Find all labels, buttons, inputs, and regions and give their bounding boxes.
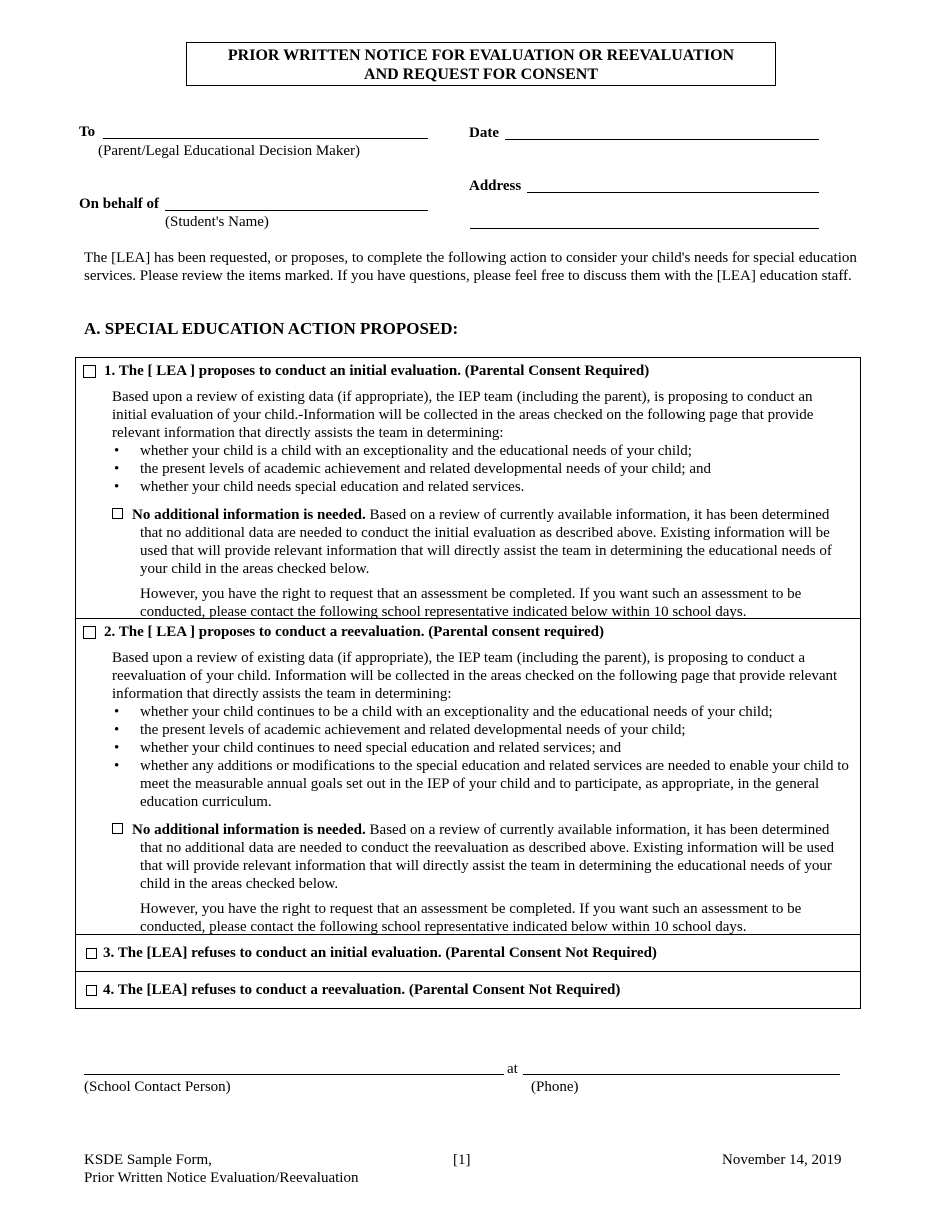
bullet-icon: • <box>114 740 120 756</box>
item-1-bullets <box>112 442 850 496</box>
item-1-title: . The [ LEA ] proposes to conduct an initial evaluation. (Parental Consent Required) <box>111 363 650 379</box>
date-label: Date <box>469 125 499 141</box>
to-field[interactable] <box>103 138 428 139</box>
item-2-title: . The [ LEA ] proposes to conduct a reevaluation. (Parental consent required) <box>111 624 605 640</box>
list-item: • the present levels of academic achievement and related developmental needs of your child; <box>114 722 686 738</box>
bullet-icon: • <box>114 722 120 738</box>
student-name-field[interactable] <box>165 210 428 211</box>
footer-date: November 14, 2019 <box>722 1152 842 1168</box>
item-1-no-info-text: Based on a review of currently available information, it has been determined that no additional data are needed to conduct the initial evaluation as described above. Existing information will be used that will provide relevant information that will directly assist the team in determining the educational needs of your child in the areas checked below. <box>140 507 832 577</box>
phone-label: (Phone) <box>531 1079 579 1095</box>
item-4-title: 4. The [LEA] refuses to conduct a reevaluation. (Parental Consent Not Required) <box>103 982 621 998</box>
item-1-number: 1 <box>104 363 112 379</box>
form-title-line2: AND REQUEST FOR CONSENT <box>364 66 598 83</box>
to-sublabel: (Parent/Legal Educational Decision Maker) <box>98 143 360 159</box>
item-1-checkbox[interactable] <box>83 365 96 378</box>
bullet-icon: • <box>114 758 120 774</box>
item-2-no-info-bold: No additional information is needed. <box>132 822 366 838</box>
item-4-checkbox[interactable] <box>86 985 97 996</box>
item-1-no-info-bold: No additional information is needed. <box>132 507 366 523</box>
to-label: To <box>79 124 96 140</box>
bullet-icon: • <box>114 461 120 477</box>
item-4-heading <box>76 972 860 1008</box>
item-2-section <box>75 618 861 934</box>
item-1-no-info-checkbox[interactable] <box>112 508 123 519</box>
item-4-section <box>75 971 861 1009</box>
footer-form-name: KSDE Sample Form, <box>84 1152 212 1168</box>
bullet-icon: • <box>114 704 120 720</box>
school-contact-label: (School Contact Person) <box>84 1079 231 1095</box>
school-contact-field[interactable] <box>84 1074 504 1075</box>
item-2-body: Based upon a review of existing data (if appropriate), the IEP team (including the parent), is proposing to conduct a reevaluation of your child. Information will be collected in the areas checked on the following page that provide relevant information that directly assists the team in determining: <box>112 650 838 702</box>
section-a-heading: A. SPECIAL EDUCATION ACTION PROPOSED: <box>84 319 459 338</box>
phone-field[interactable] <box>523 1074 840 1075</box>
item-2-bullets <box>112 703 850 811</box>
item-1-no-info <box>112 504 850 578</box>
item-2-no-info-text: Based on a review of currently available information, it has been determined that no additional data are needed to conduct the reevaluation as described above. Existing information will be used that will provide relevant information that will directly assist the team in determining the educational needs of your child in the areas checked below. <box>140 822 834 892</box>
address-label: Address <box>469 178 522 194</box>
form-title <box>186 42 776 86</box>
item-2-heading <box>76 619 860 641</box>
list-item: • whether your child is a child with an exceptionality and the educational needs of your child; <box>114 443 692 459</box>
item-1-body: Based upon a review of existing data (if appropriate), the IEP team (including the parent), is proposing to conduct an initial evaluation of your child.-Information will be collected in the areas checked on the following page that provide relevant information that directly assists the team in determining: <box>112 389 814 441</box>
contact-at-label: at <box>507 1061 518 1077</box>
form-title-line1: PRIOR WRITTEN NOTICE FOR EVALUATION OR REEVALUATION <box>227 47 735 64</box>
item-3-checkbox[interactable] <box>86 948 97 959</box>
item-2-however: However, you have the right to request that an assessment be completed. If you want such an assessment to be conducted, please contact the following school representative indicated below within 10 school days. <box>140 901 802 935</box>
item-3-heading <box>76 935 860 971</box>
item-2-number: 2 <box>104 624 112 640</box>
bullet-icon: • <box>114 443 120 459</box>
item-3-section <box>75 934 861 971</box>
address-field-line1[interactable] <box>527 192 819 193</box>
list-item: • whether your child needs special education and related services. <box>114 479 525 495</box>
date-field[interactable] <box>505 139 819 140</box>
bullet-icon: • <box>114 479 120 495</box>
list-item: • whether any additions or modifications to the special education and related services are needed to enable your child to meet the measurable annual goals set out in the IEP of your child and to participate, as appropriate, in the general education curriculum. <box>114 758 849 810</box>
page-number: [1] <box>453 1152 471 1168</box>
item-3-title: 3. The [LEA] refuses to conduct an initial evaluation. (Parental Consent Not Required) <box>103 945 657 961</box>
item-1-heading <box>76 358 860 380</box>
list-item: • whether your child continues to be a child with an exceptionality and the educational needs of your child; <box>114 704 773 720</box>
behalf-sublabel: (Student's Name) <box>165 214 269 230</box>
list-item: • the present levels of academic achievement and related developmental needs of your child; and <box>114 461 712 477</box>
address-field-line2[interactable] <box>470 228 819 229</box>
behalf-label: On behalf of <box>79 196 160 212</box>
footer-form-title: Prior Written Notice Evaluation/Reevaluation <box>84 1170 359 1186</box>
item-2-checkbox[interactable] <box>83 626 96 639</box>
item-2-no-info <box>112 819 850 893</box>
intro-paragraph: The [LEA] has been requested, or proposes, to complete the following action to consider your child's needs for special education services. Please review the items marked. If you have questions, please feel free to discuss them with the [LEA] education staff. <box>84 250 857 284</box>
proposed-actions <box>75 357 861 1009</box>
item-2-no-info-checkbox[interactable] <box>112 823 123 834</box>
list-item: • whether your child continues to need special education and related services; and <box>114 740 622 756</box>
item-1-section <box>75 357 861 618</box>
footer-left <box>84 1151 358 1187</box>
item-1-however: However, you have the right to request that an assessment be completed. If you want such an assessment to be conducted, please contact the following school representative indicated below within 10 school days. <box>140 586 802 620</box>
